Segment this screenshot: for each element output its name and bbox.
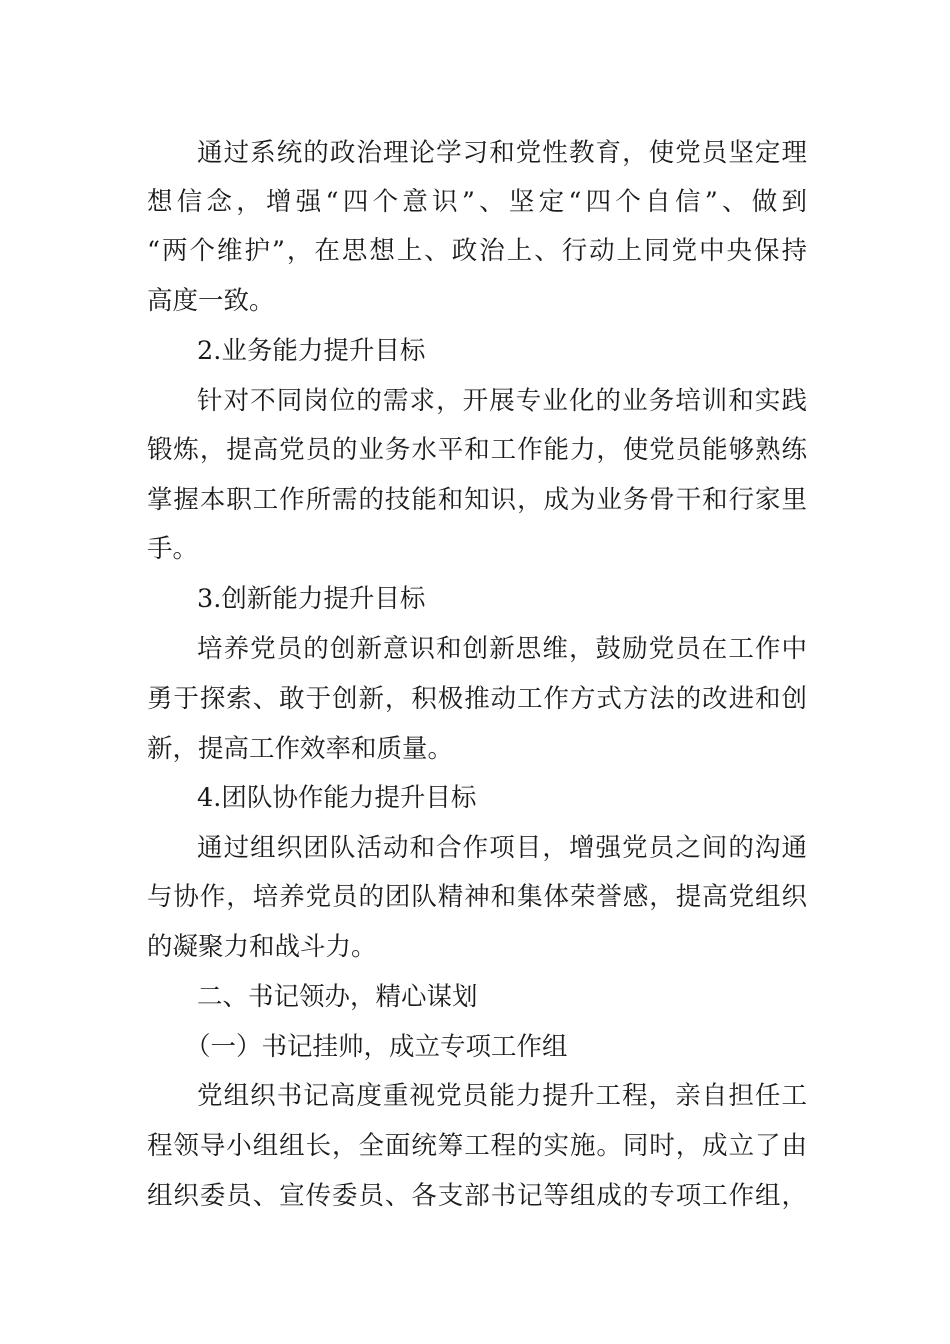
paragraph-line: 通过组织团队活动和合作项目，增强党员之间的沟通 <box>197 833 807 863</box>
paragraph-line: 程领导小组组长，全面统筹工程的实施。同时，成立了由 <box>147 1131 807 1161</box>
paragraph-line: 掌握本职工作所需的技能和知识，成为业务骨干和行家里 <box>147 485 807 515</box>
paragraph-line: 针对不同岗位的需求，开展专业化的业务培训和实践 <box>197 386 807 416</box>
paragraph-line: 新，提高工作效率和质量。 <box>147 734 454 764</box>
section-heading: 3.创新能力提升目标 <box>197 584 426 614</box>
paragraph-line: 与协作，培养党员的团队精神和集体荣誉感，提高党组织 <box>147 882 807 912</box>
paragraph-line: 组织委员、宣传委员、各支部书记等组成的专项工作组， <box>147 1181 807 1211</box>
paragraph-line: 的凝聚力和战斗力。 <box>147 932 377 962</box>
paragraph-line: 手。 <box>147 534 199 564</box>
paragraph-line: 锻炼，提高党员的业务水平和工作能力，使党员能够熟练 <box>147 435 807 465</box>
section-heading: 2.业务能力提升目标 <box>197 336 426 366</box>
subsection-heading: （一）书记挂帅，成立专项工作组 <box>185 1032 568 1062</box>
paragraph-line: 勇于探索、敢于创新，积极推动工作方式方法的改进和创 <box>147 684 807 714</box>
paragraph-line: 通过系统的政治理论学习和党性教育，使党员坚定理 <box>197 138 807 168</box>
paragraph-line: 想信念，增强“四个意识”、坚定“四个自信”、做到 <box>147 187 807 217</box>
chapter-heading: 二、书记领办，精心谋划 <box>197 982 478 1012</box>
paragraph-line: 培养党员的创新意识和创新思维，鼓励党员在工作中 <box>197 634 807 664</box>
section-heading: 4.团队协作能力提升目标 <box>197 783 477 813</box>
paragraph-line: 党组织书记高度重视党员能力提升工程，亲自担任工 <box>197 1081 807 1111</box>
paragraph-line: 高度一致。 <box>147 286 275 316</box>
paragraph-line: “两个维护”，在思想上、政治上、行动上同党中央保持 <box>147 236 807 266</box>
